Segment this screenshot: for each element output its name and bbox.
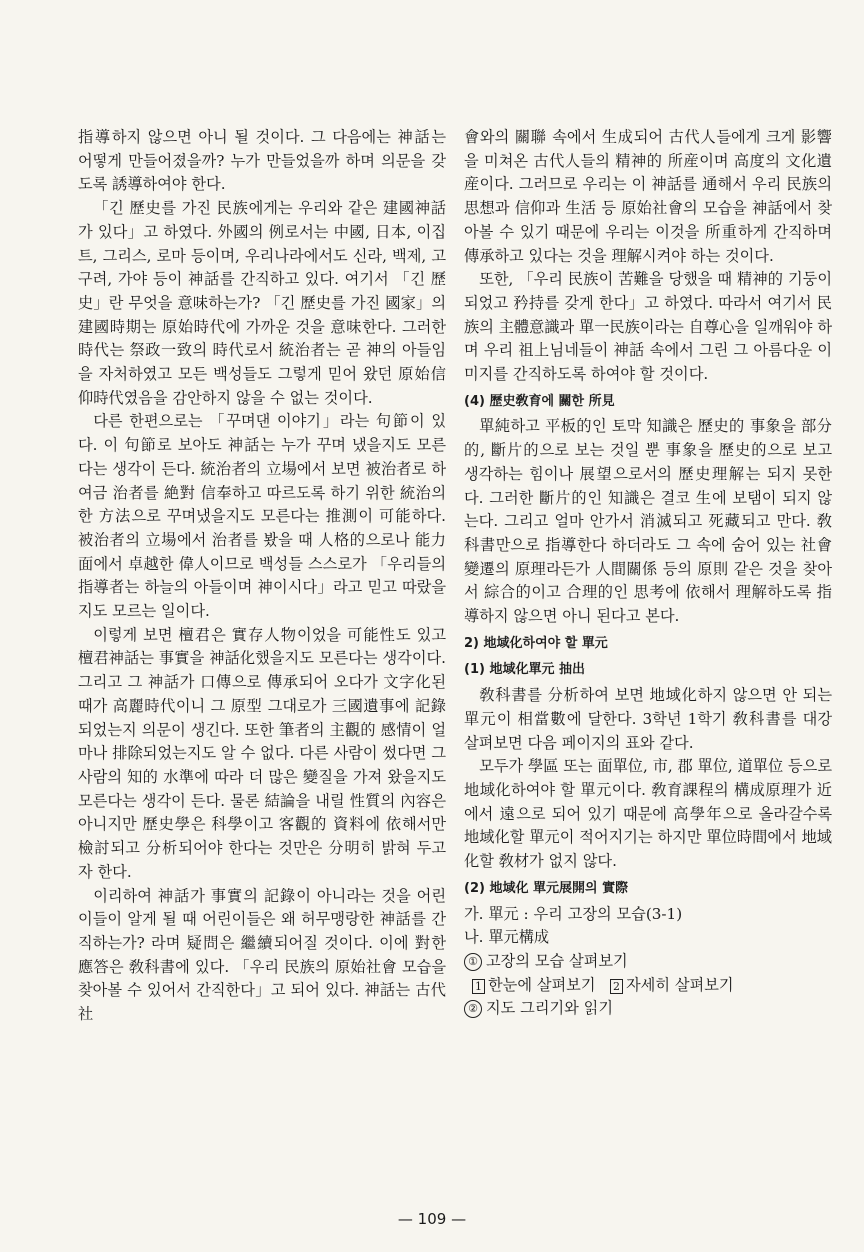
page-number: — 109 — xyxy=(397,1210,467,1228)
paragraph: 이렇게 보면 檀君은 實存人物이었을 可能性도 있고 檀君神話는 事實을 神話化했을지도 모른다는 생각이다. 그리고 그 神話가 口傳으로 傳承되어 오다가 文字化된 때가 高麗時代이니 그 原型 그대로가 三國遺事에 記錄되었는지 의문이 생긴다. 또한 筆者의 主觀的 感情이 얼마나 排除되었는지도 알 수 없다. 다른 사람이 썼다면 그 사람의 知的 水準에 따라 더 많은 變질을 가져 왔을지도 모른다는 생각이 든다. 물론 結論을 내릴 性質의 內容은 아니지만 歷史學은 科學이고 客觀的 資料에 依해서만 檢討되고 分析되어야 한다는 것만은 分明히 밝혀 두고자 한다. xyxy=(78,625,446,881)
section-heading: 2) 地域化하여야 할 單元 xyxy=(464,635,608,651)
paragraph: 會와의 關聯 속에서 生成되어 古代人들에게 크게 影響을 미쳐온 古代人들의 精神的 所産이며 高度의 文化遺産이다. 그러므로 우리는 이 神話를 通해서 우리 民族의 思想과 信仰과 生活 등 原始社會의 모습을 神話에서 찾아볼 수 있기 때문에 우리는 이것을 所重하게 간직하며 傳承하고 있다는 것을 理解시켜야 하는 것이다. xyxy=(464,128,833,265)
boxed-number: 2 xyxy=(610,979,623,994)
boxed-number: 1 xyxy=(472,979,485,994)
list-item: 가. 單元 : 우리 고장의 모습(3-1) xyxy=(464,904,683,923)
paragraph: 이리하여 神話가 事實의 記錄이 아니라는 것을 어린이들이 알게 될 때 어린이들은 왜 허무맹랑한 神話를 간직하는가? 라며 疑問은 繼續되어질 것이다. 이에 對한 應答은 敎科書에 있다. 「우리 民族의 原始社會 모습을 찾아볼 수 있어서 간직한다」고 되어 있다. 神話는 古代社 xyxy=(78,886,446,1024)
list-item-label: 고장의 모습 살펴보기 xyxy=(486,951,628,970)
list-item-label: 자세히 살펴보기 xyxy=(626,975,734,994)
paragraph: 「긴 歷史를 가진 民族에게는 우리와 같은 建國神話가 있다」고 하였다. 外國의 例로서는 中國, 日本, 이집트, 그리스, 로마 등이며, 우리나라에서도 신라, 백제, 고구려, 가야 등이 神話를 간직하고 있다. 여기서 「긴 歷史」란 무엇을 意味하는가? 「긴 歷史를 가진 國家」의 建國時期는 原始時代에 가까운 것을 意味한다. 그러한 時代는 祭政一致의 時代로서 統治者는 곧 神의 아들임을 자처하였고 모든 백성들도 그렇게 믿어 왔던 原始信仰時代였음을 감안하지 않을 수 없는 것이다. xyxy=(78,199,446,407)
paragraph: 敎科書를 分析하여 보면 地域化하지 않으면 안 되는 單元이 相當數에 달한다. 3학년 1학기 敎科書를 대강 살펴보면 다음 페이지의 표와 같다. xyxy=(464,686,832,752)
right-column xyxy=(464,126,832,1021)
paragraph: 單純하고 平板的인 토막 知識은 歷史的 事象을 部分的, 斷片的으로 보는 것일 뿐 事象을 歷史的으로 보고 생각하는 힘이나 展望으로서의 歷史理解는 되지 못한다. 그러한 斷片的인 知識은 결코 生에 보탬이 되지 않는다. 그리고 얼마 안가서 消滅되고 死藏되고 만다. 敎科書만으로 指導한다 하더라도 그 속에 숨어 있는 社會變遷의 原理라든가 人間關係 등의 原則 같은 것을 찾아서 綜合的이고 合理的인 思考에 依해서 理解하도록 指導하지 않으면 아니 된다고 본다. xyxy=(464,417,832,626)
list-item xyxy=(464,950,832,974)
left-column xyxy=(78,126,446,1027)
list-item: 나. 單元構成 xyxy=(464,928,550,947)
paragraph: 모두가 學區 또는 面單位, 市, 郡 單位, 道單位 등으로 地域化하여야 할 單元이다. 敎育課程의 構成原理가 近에서 遠으로 되어 있기 때문에 高學年으로 올라갈수록 地域化할 單元이 적어지기는 하지만 單位時間에서 地域化할 敎材가 없지 않다. xyxy=(464,757,832,871)
list-item xyxy=(464,997,832,1021)
circled-number: ① xyxy=(464,953,482,971)
section-heading: (4) 歷史敎育에 關한 所見 xyxy=(464,393,615,409)
circled-number: ② xyxy=(464,1000,482,1018)
paragraph: 또한, 「우리 民族이 苦難을 당했을 때 精神的 기둥이 되었고 矜持를 갖게 한다」고 하였다. 따라서 여기서 民族의 主體意識과 單一民族이라는 自尊心을 일깨워야 하며 우리 祖上님네들이 神話 속에서 그린 그 아름다운 이미지를 간직하도록 하여야 할 것이다. xyxy=(464,270,832,384)
list-item-label: 한눈에 살펴보기 xyxy=(488,975,596,994)
section-heading: (1) 地域化單元 抽出 xyxy=(464,662,585,678)
section-heading: (2) 地域化 單元展開의 實際 xyxy=(464,880,629,896)
paragraph: 다른 한편으로는 「꾸며댄 이야기」라는 句節이 있다. 이 句節로 보아도 神話는 누가 꾸며 냈을지도 모른다는 생각이 든다. 統治者의 立場에서 보면 被治者로 하여금 治者를 絶對 信奉하고 따르도록 하기 위한 統治의 한 方法으로 꾸며냈을지도 모른다는 推測이 可能하다. 被治者의 立場에서 治者를 봤을 때 人格的으로나 能力面에서 卓越한 偉人이므로 백성들 스스로가 「우리들의 指導者는 하늘의 아들이며 神이시다」라고 믿고 따랐을지도 모르는 일이다. xyxy=(78,412,446,621)
list-item-label: 지도 그리기와 읽기 xyxy=(486,999,614,1018)
paragraph: 指導하지 않으면 아니 될 것이다. 그 다음에는 神話는 어떻게 만들어졌을까? 누가 만들었을까 하며 의문을 갖도록 誘導하여야 한다. xyxy=(78,128,446,194)
list-item xyxy=(464,974,832,998)
